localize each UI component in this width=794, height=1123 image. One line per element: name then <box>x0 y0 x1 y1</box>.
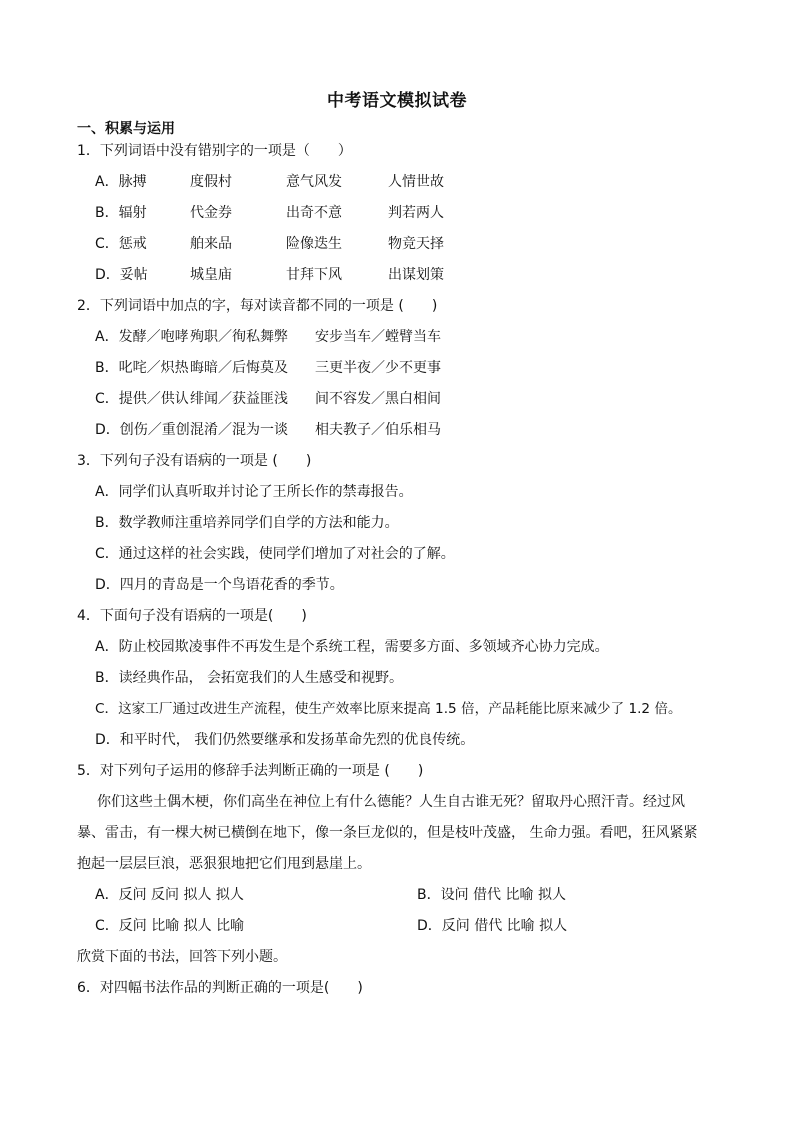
option-word: C．提供／供认 <box>95 391 189 407</box>
question-2-option-c <box>77 384 747 415</box>
option-word: 晦暗／后悔莫及 <box>190 360 288 376</box>
question-3-option-a: A．同学们认真听取并讨论了王所长作的禁毒报告。 <box>95 484 413 500</box>
question-6-stem: 6．对四幅书法作品的判断正确的一项是( ) <box>77 980 363 996</box>
option-word: 意气风发 <box>286 174 342 190</box>
option-word: B．辐射 <box>95 205 147 221</box>
option-word: 三更半夜／少不更事 <box>315 360 441 376</box>
question-3-option-c: C．通过这样的社会实践，使同学们增加了对社会的了解。 <box>95 546 455 562</box>
option-word: 混淆／混为一谈 <box>190 422 288 438</box>
option-word: 险像迭生 <box>286 236 342 252</box>
question-5-passage-line: 你们这些土偶木梗，你们高坐在神位上有什么德能？人生自古谁无死？留取丹心照汗青。经过风 <box>97 794 685 810</box>
option-word: 判若两人 <box>388 205 444 221</box>
question-5-options-row-1 <box>77 880 747 911</box>
option-word: 城皇庙 <box>190 267 232 283</box>
question-2-option-a <box>77 322 747 353</box>
question-5-option-b: B．设问 借代 比喻 拟人 <box>417 887 566 903</box>
section-heading: 一、积累与运用 <box>77 121 175 137</box>
question-5-options-row-2 <box>77 911 747 942</box>
option-word: 物竞天择 <box>388 236 444 252</box>
option-word: A．脉搏 <box>95 174 147 190</box>
question-2-option-b <box>77 353 747 384</box>
question-4-option-c: C．这家工厂通过改进生产流程，使生产效率比原来提高 1.5 倍，产品耗能比原来减少了 1.2 倍。 <box>95 701 682 717</box>
option-word: 人情世故 <box>388 174 444 190</box>
option-word: 代金券 <box>190 205 232 221</box>
question-5-option-d: D．反问 借代 比喻 拟人 <box>417 918 568 934</box>
question-2-stem: 2．下列词语中加点的字，每对读音都不同的一项是 ( ) <box>77 298 438 314</box>
question-1-option-d <box>77 260 747 291</box>
question-1-stem: 1．下列词语中没有错别字的一项是（ ） <box>77 143 352 159</box>
question-4-stem: 4．下面句子没有语病的一项是( ) <box>77 608 307 624</box>
option-word: C．惩戒 <box>95 236 147 252</box>
question-4-option-b: B．读经典作品， 会拓宽我们的人生感受和视野。 <box>95 670 404 686</box>
question-3-stem: 3．下列句子没有语病的一项是 ( ) <box>77 453 312 469</box>
question-2-option-d <box>77 415 747 446</box>
question-1-option-c <box>77 229 747 260</box>
question-1-option-b <box>77 198 747 229</box>
question-5-passage-line: 暴、雷击，有一棵大树已横倒在地下，像一条巨龙似的，但是枝叶茂盛， 生命力强。看吧，狂风紧紧 <box>77 825 698 841</box>
option-word: D．创伤／重创 <box>95 422 190 438</box>
option-word: 间不容发／黑白相间 <box>315 391 441 407</box>
option-word: 安步当车／螳臂当车 <box>315 329 441 345</box>
option-word: 出奇不意 <box>286 205 342 221</box>
option-word: 相夫教子／伯乐相马 <box>315 422 441 438</box>
page-title: 中考语文模拟试卷 <box>327 91 467 111</box>
option-word: 甘拜下风 <box>286 267 342 283</box>
option-word: A．发酵／咆哮 <box>95 329 189 345</box>
question-3-option-d: D．四月的青岛是一个鸟语花香的季节。 <box>95 577 344 593</box>
question-5-stem: 5．对下列句子运用的修辞手法判断正确的一项是 ( ) <box>77 763 424 779</box>
question-4-option-d: D．和平时代， 我们仍然要继承和发扬革命先烈的优良传统。 <box>95 732 475 748</box>
question-1-option-a <box>77 167 747 198</box>
question-3-option-b: B．数学教师注重培养同学们自学的方法和能力。 <box>95 515 399 531</box>
option-word: B．叱咤／炽热 <box>95 360 189 376</box>
question-5-option-a: A．反问 反问 拟人 拟人 <box>95 887 244 903</box>
question-4-option-a: A．防止校园欺凌事件不再发生是个系统工程，需要多方面、多领域齐心协力完成。 <box>95 639 609 655</box>
option-word: 出谋划策 <box>388 267 444 283</box>
option-word: 度假村 <box>190 174 232 190</box>
question-5-option-c: C．反问 比喻 拟人 比喻 <box>95 918 245 934</box>
option-word: D．妥帖 <box>95 267 148 283</box>
exam-content <box>77 136 747 1004</box>
option-word: 绯闻／获益匪浅 <box>190 391 288 407</box>
option-word: 舶来品 <box>190 236 232 252</box>
question-5-passage-line: 抱起一层层巨浪，恶狠狠地把它们甩到悬崖上。 <box>77 856 371 872</box>
calligraphy-intro: 欣赏下面的书法，回答下列小题。 <box>77 949 287 965</box>
option-word: 殉职／徇私舞弊 <box>190 329 288 345</box>
